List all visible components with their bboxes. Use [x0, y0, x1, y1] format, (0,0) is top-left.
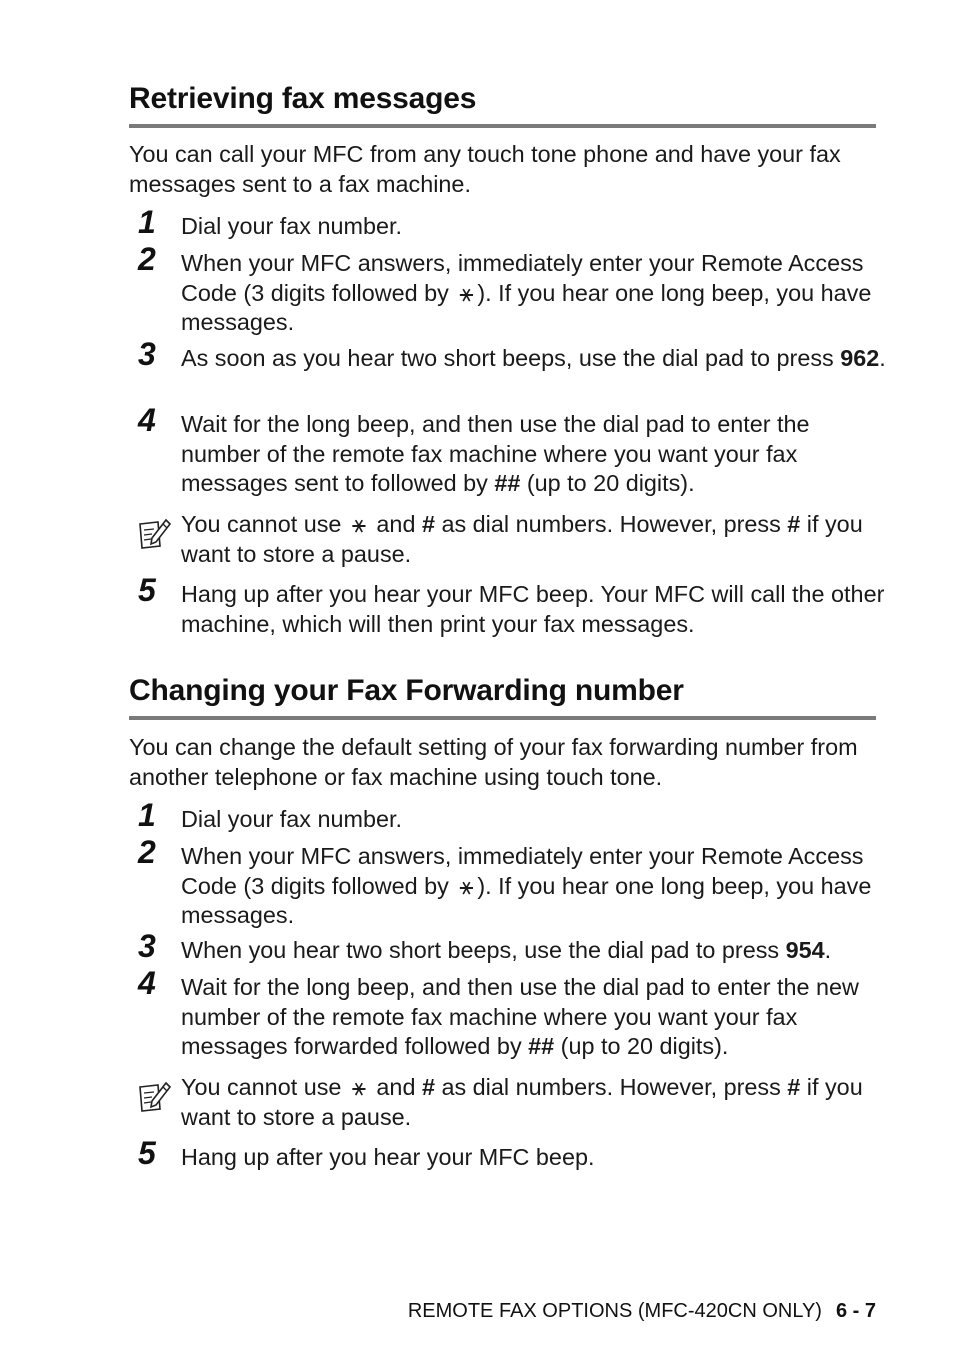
- step-number: 4: [138, 965, 156, 1001]
- step-text: Dial your fax number.: [181, 213, 403, 239]
- note-pencil-icon: [136, 1079, 172, 1115]
- footer-section-name: REMOTE FAX OPTIONS (MFC-420CN ONLY): [407, 1300, 822, 1322]
- star-key-symbol: ⚹: [351, 1074, 366, 1100]
- step-number: 5: [138, 1135, 156, 1171]
- step-number: 2: [138, 241, 156, 277]
- section-intro: You can call your MFC from any touch tone phone and have your fax messages sent to a fax machine.: [129, 141, 841, 197]
- step-text: Hang up after you hear your MFC beep. Your MFC will call the other machine, which will then print your fax messages.: [181, 581, 885, 637]
- star-key-symbol: ⚹: [351, 511, 366, 537]
- step-text: As soon as you hear two short beeps, use the dial pad to press 962.: [181, 345, 886, 371]
- page-number: 6 - 7: [835, 1300, 876, 1322]
- step-number: 3: [138, 928, 156, 964]
- step-text: Wait for the long beep, and then use the dial pad to enter the number of the remote fax machine where you want your fax messages sent to followed by ## (up to 20 digits).: [181, 411, 810, 496]
- note-text: You cannot use ⚹ and # as dial numbers. However, press # if you want to store a pause.: [181, 1074, 863, 1130]
- step-number: 5: [138, 572, 156, 608]
- step-text: Wait for the long beep, and then use the dial pad to enter the new number of the remote fax machine where you want your fax messages forwarded followed by ## (up to 20 digits).: [181, 974, 859, 1059]
- section-divider: [129, 124, 876, 128]
- section-divider: [129, 716, 876, 720]
- note-pencil-icon: [136, 516, 172, 552]
- step-text: When your MFC answers, immediately enter your Remote Access Code (3 digits followed by ⚹ ). If you hear one long beep, you have messages.: [181, 843, 872, 928]
- page-footer: [408, 1300, 876, 1323]
- star-key-symbol: ⚹: [459, 872, 474, 899]
- step-number: 3: [138, 336, 156, 372]
- section-intro: You can change the default setting of your fax forwarding number from another telephone or fax machine using touch tone.: [129, 734, 858, 790]
- step-text: When your MFC answers, immediately enter your Remote Access Code (3 digits followed by ⚹ ). If you hear one long beep, you have messages.: [181, 250, 872, 335]
- section-title-forwarding: Changing your Fax Forwarding number: [129, 674, 684, 707]
- section-title-retrieving: Retrieving fax messages: [129, 82, 477, 115]
- step-text: Hang up after you hear your MFC beep.: [181, 1144, 595, 1170]
- step-text: Dial your fax number.: [181, 806, 403, 832]
- step-number: 2: [138, 834, 156, 870]
- step-number: 1: [138, 204, 156, 240]
- note-text: You cannot use ⚹ and # as dial numbers. However, press # if you want to store a pause.: [181, 511, 863, 567]
- star-key-symbol: ⚹: [459, 279, 474, 306]
- step-number: 1: [138, 797, 156, 833]
- step-number: 4: [138, 402, 156, 438]
- step-text: When you hear two short beeps, use the dial pad to press 954.: [181, 937, 832, 963]
